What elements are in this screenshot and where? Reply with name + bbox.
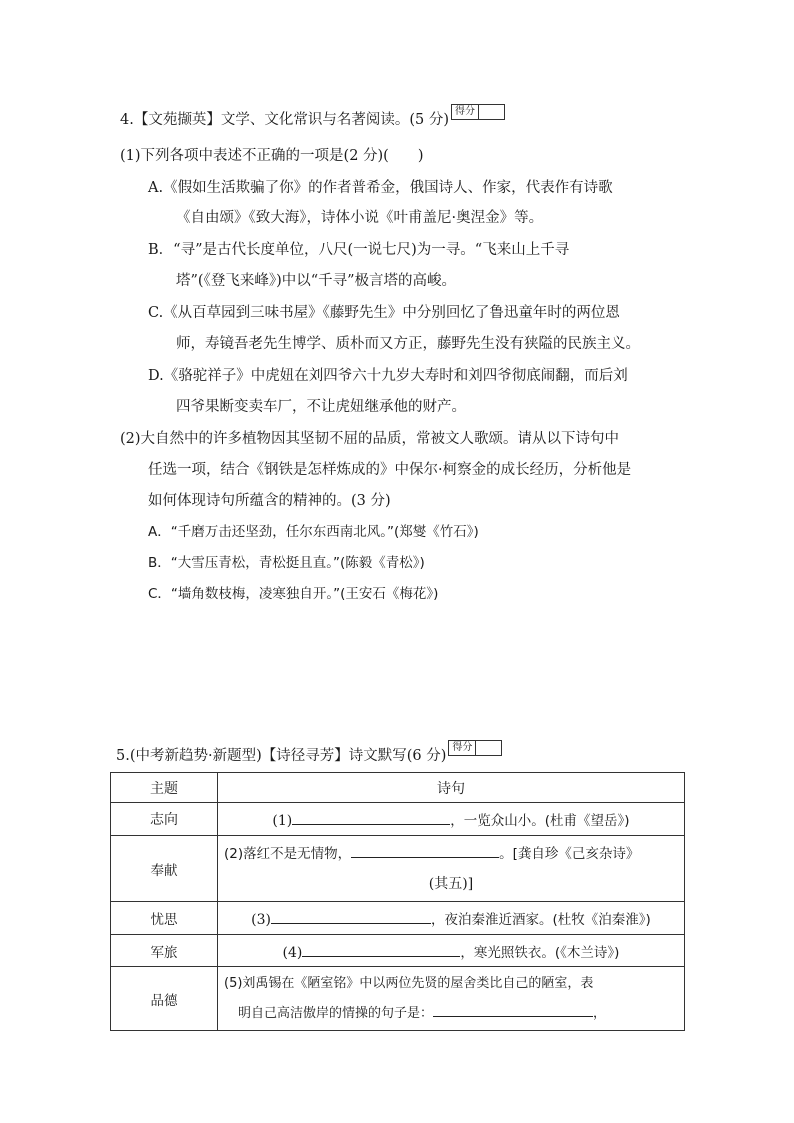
score-label: 得分 [449, 741, 476, 755]
answer-blank-5[interactable] [433, 1002, 593, 1017]
q4-option-b-line1: B．“寻”是古代长度单位，八尺(一说七尺)为一寻。“飞来山上千寻 [148, 242, 570, 258]
header-poem: 诗句 [218, 773, 685, 803]
q4-option-d-line2: 四爷果断变卖车厂，不让虎妞继承他的财产。 [176, 399, 466, 415]
q4-option-c-line2: 师，寿镜吾老先生博学、质朴而又方正，藤野先生没有狭隘的民族主义。 [176, 336, 640, 352]
q5-score-box[interactable] [448, 740, 502, 756]
row-theme: 忧思 [111, 902, 218, 935]
q4-option-c-line1: C.《从百草园到三味书屋》《藤野先生》中分别回忆了鲁迅童年时的两位恩 [148, 305, 620, 321]
q4-part2-stem-line2: 任选一项，结合《钢铁是怎样炼成的》中保尔·柯察金的成长经历，分析他是 [148, 462, 632, 478]
table-row [111, 902, 685, 935]
table-header-row [111, 773, 685, 803]
header-theme: 主题 [111, 773, 218, 803]
blank-prefix: (4) [282, 944, 303, 961]
row-poem-line2 [224, 999, 678, 1029]
q4-score-box[interactable] [451, 104, 505, 120]
q4-option-a-line2: 《自由颂》《致大海》，诗体小说《叶甫盖尼·奥涅金》等。 [176, 210, 544, 226]
row-poem [218, 967, 685, 1031]
blank-suffix: ，一览众山小。(杜甫《望岳》) [450, 813, 630, 829]
row-poem [218, 836, 685, 902]
blank-prefix: (2)落红不是无情物， [224, 845, 352, 862]
row-theme: 奉献 [111, 836, 218, 902]
q4-part2-stem-line1: (2)大自然中的许多植物因其坚韧不屈的品质，常被文人歌颂。请从以下诗句中 [120, 431, 620, 447]
row-poem-line1 [224, 839, 678, 869]
answer-blank-3[interactable] [271, 909, 431, 924]
row-poem [218, 935, 685, 967]
score-label: 得分 [452, 105, 479, 119]
q5-title [116, 744, 502, 765]
q4-option-b-line2: 塔”(《登飞来峰》)中以“千寻”极言塔的高峻。 [176, 273, 457, 289]
blank-prefix: (3) [251, 912, 272, 928]
row-theme: 军旅 [111, 935, 218, 967]
row-poem-line2: (其五)] [428, 875, 474, 892]
q4-option-d-line1: D.《骆驼祥子》中虎妞在刘四爷六十九岁大寿时和刘四爷彻底闹翻，而后刘 [148, 368, 628, 384]
answer-blank-4[interactable] [302, 942, 460, 957]
table-row [111, 935, 685, 967]
q4-option-a-line1: A.《假如生活欺骗了你》的作者普希金，俄国诗人、作家，代表作有诗歌 [148, 180, 613, 196]
row-poem [218, 803, 685, 836]
blank-prefix: 明自己高洁傲岸的情操的句子是： [238, 1005, 434, 1021]
row-poem [218, 902, 685, 935]
q5-title-text: 5.(中考新趋势·新题型)【诗径寻芳】诗文默写(6 分) [116, 748, 447, 764]
row-poem-line1: (5)刘禹锡在《陋室铭》中以两位先贤的屋舍类比自己的陋室，表 [224, 975, 594, 991]
row-theme: 品德 [111, 967, 218, 1031]
q4-poem-option-c: C．“墙角数枝梅，凌寒独自开。”(王安石《梅花》) [148, 586, 439, 602]
blank-suffix: ，寒光照铁衣。(《木兰诗》) [460, 944, 620, 961]
blank-prefix: (1) [272, 813, 293, 829]
answer-blank-1[interactable] [292, 810, 450, 825]
table-row [111, 836, 685, 902]
q4-title [120, 108, 505, 129]
blank-suffix: ，夜泊秦淮近酒家。(杜牧《泊秦淮》) [431, 912, 651, 928]
q4-part2-stem-line3: 如何体现诗句所蕴含的精神的。(3 分) [148, 493, 391, 509]
q4-poem-option-a: A．“千磨万击还坚劲，任尔东西南北风。”(郑燮《竹石》) [148, 524, 479, 540]
blank-suffix: 。[龚自珍《己亥杂诗》 [499, 845, 640, 862]
q4-poem-option-b: B．“大雪压青松，青松挺且直。”(陈毅《青松》) [148, 555, 425, 571]
blank-suffix: ， [593, 1005, 607, 1021]
row-theme: 志向 [111, 803, 218, 836]
q4-title-text: 4.【文苑撷英】文学、文化常识与名著阅读。(5 分) [120, 112, 449, 128]
answer-blank-2[interactable] [351, 843, 499, 858]
poem-dictation-table [110, 772, 685, 1031]
table-row [111, 967, 685, 1031]
q4-part1-stem: (1)下列各项中表述不正确的一项是(2 分)( ) [120, 148, 424, 164]
table-row [111, 803, 685, 836]
